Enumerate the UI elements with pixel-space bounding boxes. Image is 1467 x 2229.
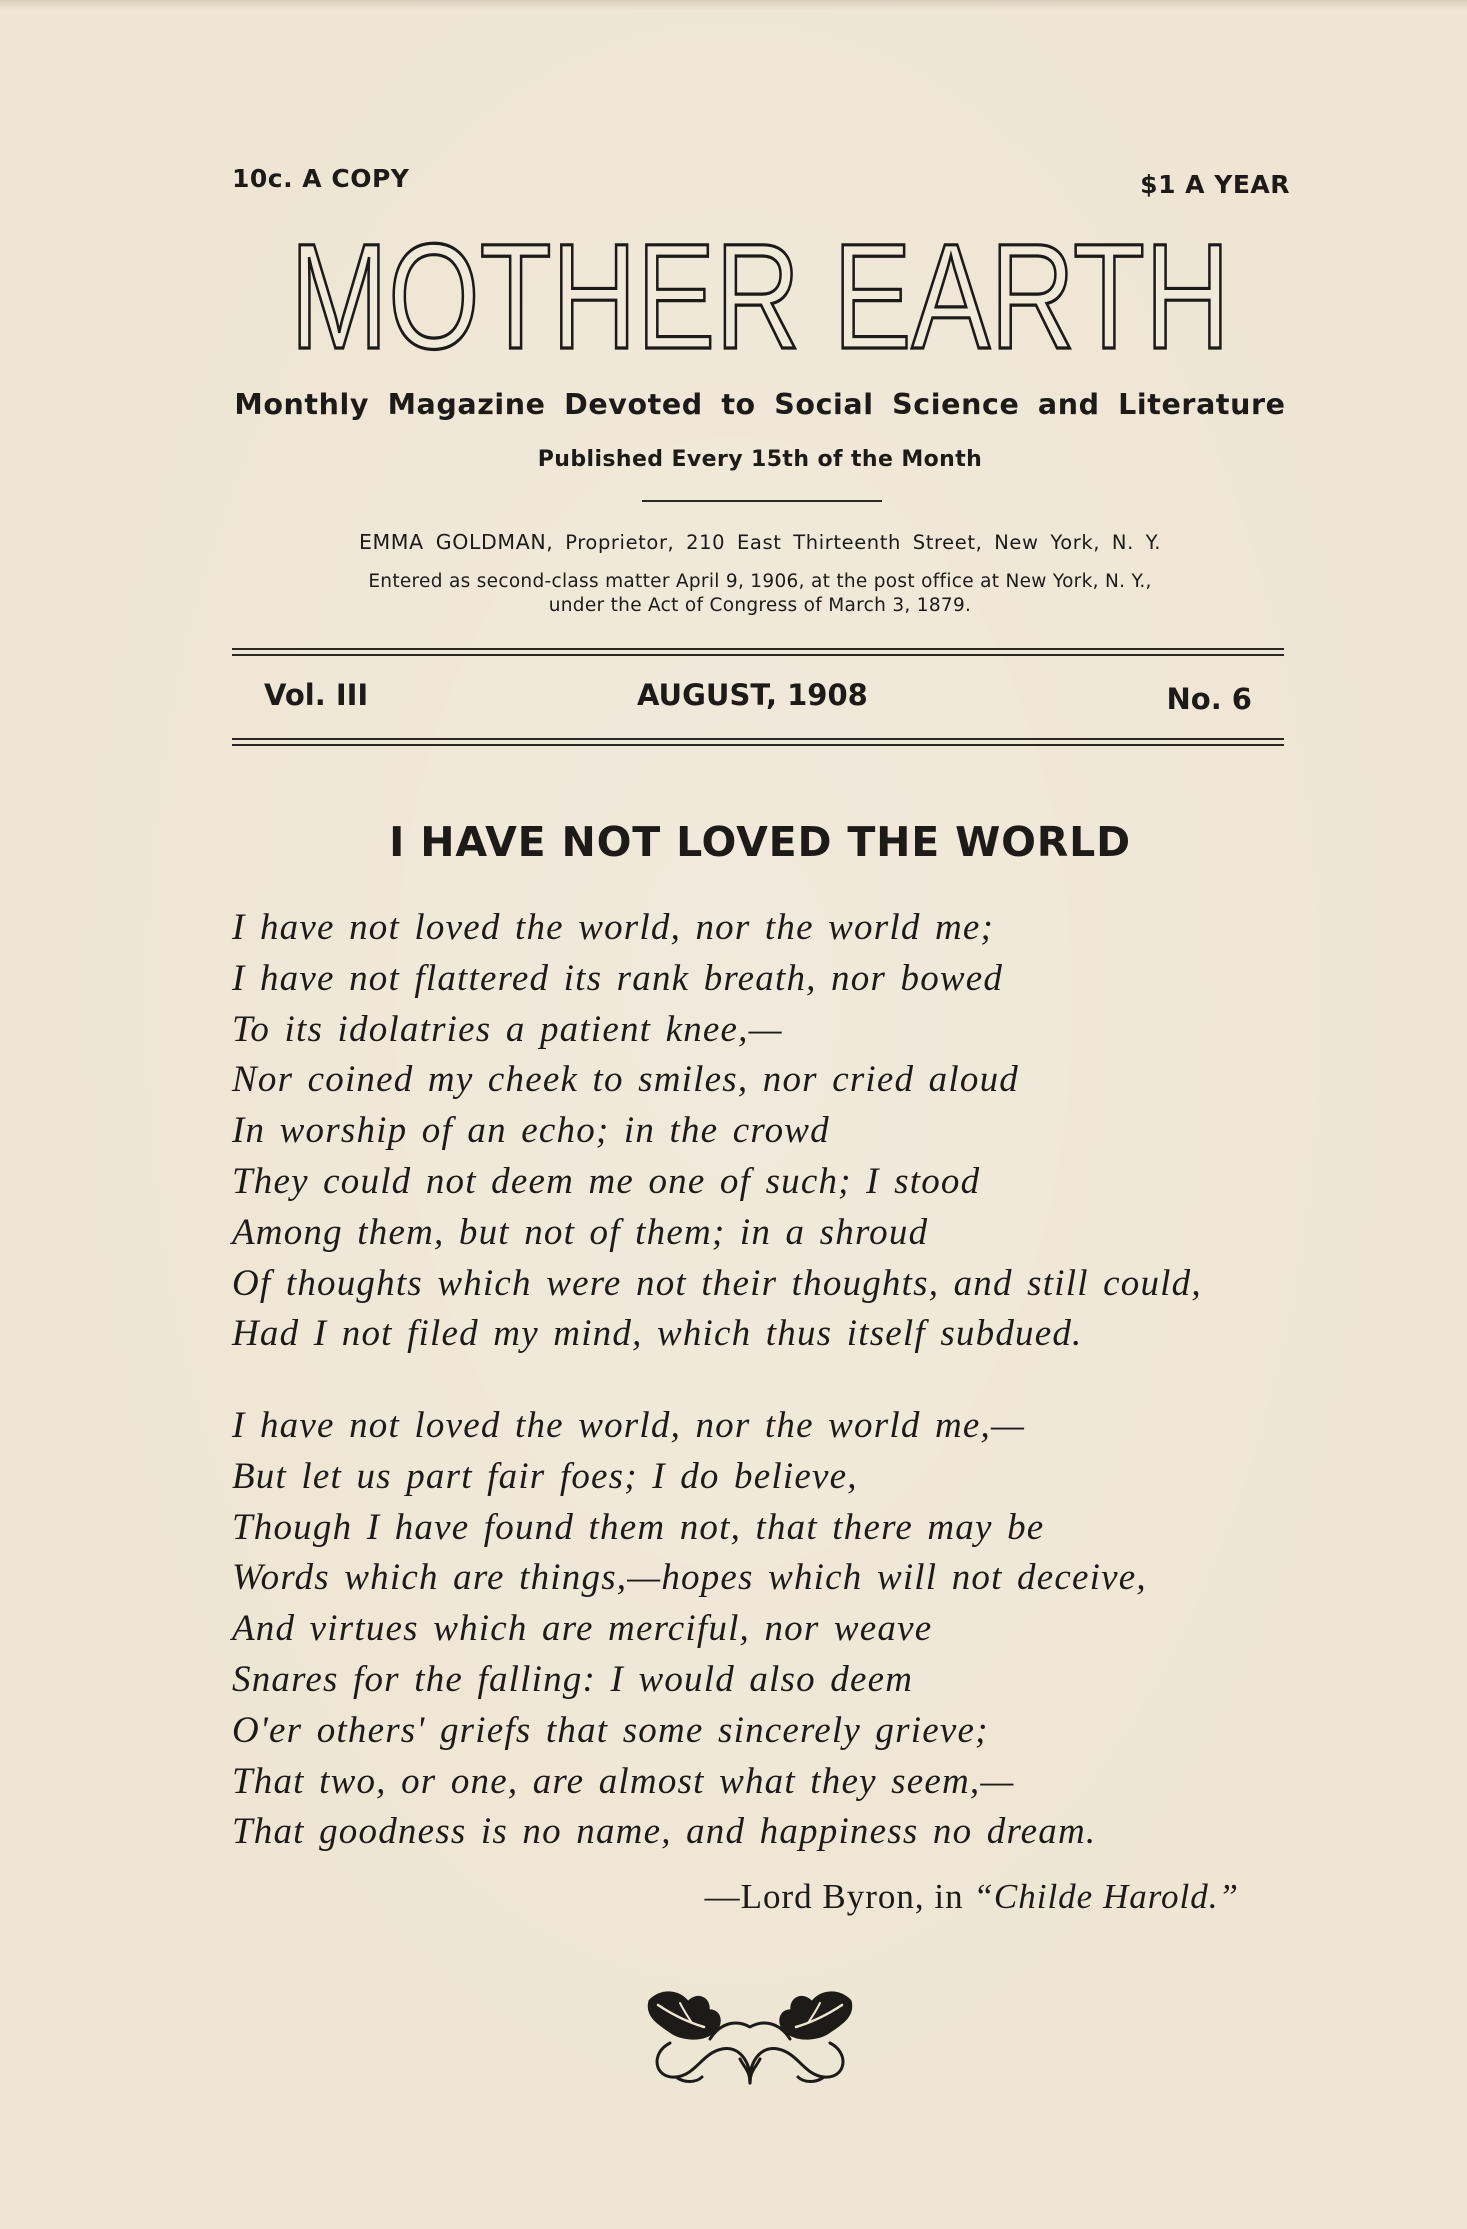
masthead-title	[285, 205, 1235, 380]
price-per-copy: 10c. A COPY	[232, 164, 410, 193]
postal-notice	[260, 570, 1260, 618]
proprietor-address: Proprietor, 210 East Thirteenth Street, New York, N. Y.	[565, 531, 1162, 554]
poem-line: Had I not filed my mind, which thus itself subdued.	[232, 1313, 1083, 1355]
attribution-author: —Lord Byron, in	[704, 1877, 974, 1916]
poem-line: Snares for the falling: I would also deem	[232, 1658, 914, 1700]
poem-line: And virtues which are merciful, nor weave	[232, 1608, 933, 1650]
masthead-lettering	[285, 205, 1235, 380]
attribution-work: “Childe Harold.”	[973, 1877, 1239, 1916]
divider	[642, 500, 882, 502]
leaf-vine-ornament-icon	[640, 1983, 860, 2093]
issue-number: No. 6	[1166, 682, 1252, 716]
poem-line: I have not flattered its rank breath, nor bowed	[232, 957, 1004, 999]
poem-line: O'er others' griefs that some sincerely grieve;	[232, 1709, 989, 1751]
stanza-2	[232, 1401, 1312, 1858]
magazine-subtitle: Monthly Magazine Devoted to Social Science and Literature	[234, 388, 1286, 421]
proprietor-line	[230, 530, 1290, 554]
poem-title: I HAVE NOT LOVED THE WORLD	[389, 818, 1131, 866]
stanza-1	[232, 903, 1312, 1360]
poem-line: Nor coined my cheek to smiles, nor cried aloud	[232, 1059, 1019, 1101]
poem-line: In worship of an echo; in the crowd	[232, 1110, 830, 1152]
poem-line: Of thoughts which were not their thoughts, and still could,	[232, 1262, 1202, 1304]
double-rule-top	[232, 648, 1284, 656]
postal-notice-line-2: under the Act of Congress of March 3, 1879.	[548, 595, 972, 616]
double-rule-bottom	[232, 738, 1284, 746]
poem-line: To its idolatries a patient knee,—	[232, 1008, 783, 1050]
poem-line: I have not loved the world, nor the world me,—	[232, 1405, 1026, 1446]
price-per-year: $1 A YEAR	[1140, 170, 1290, 199]
issue-date: AUGUST, 1908	[637, 678, 868, 712]
poem-line: I have not loved the world, nor the world me;	[232, 907, 995, 948]
poem-line: That two, or one, are almost what they seem,—	[232, 1760, 1015, 1802]
publication-schedule: Published Every 15th of the Month	[537, 447, 983, 472]
volume: Vol. III	[264, 678, 369, 712]
postal-notice-line-1: Entered as second-class matter April 9, 1906, at the post office at New York, N. Y.,	[368, 571, 1152, 592]
poem-line: Though I have found them not, that there may be	[232, 1506, 1045, 1548]
page-edge-shadow	[0, 0, 1467, 10]
poem-line: Words which are things,—hopes which will not deceive,	[232, 1557, 1147, 1599]
issue-info	[262, 678, 1252, 718]
poem-line: Among them, but not of them; in a shroud	[232, 1211, 929, 1253]
masthead-text: MOTHER EARTH	[290, 212, 1230, 380]
poem-attribution	[705, 1877, 1239, 1917]
poem-line: But let us part fair foes; I do believe,	[232, 1455, 858, 1497]
poem-line: They could not deem me one of such; I stood	[232, 1160, 981, 1202]
proprietor-name: EMMA GOLDMAN,	[358, 530, 554, 554]
poem-line: That goodness is no name, and happiness no dream.	[232, 1811, 1097, 1853]
